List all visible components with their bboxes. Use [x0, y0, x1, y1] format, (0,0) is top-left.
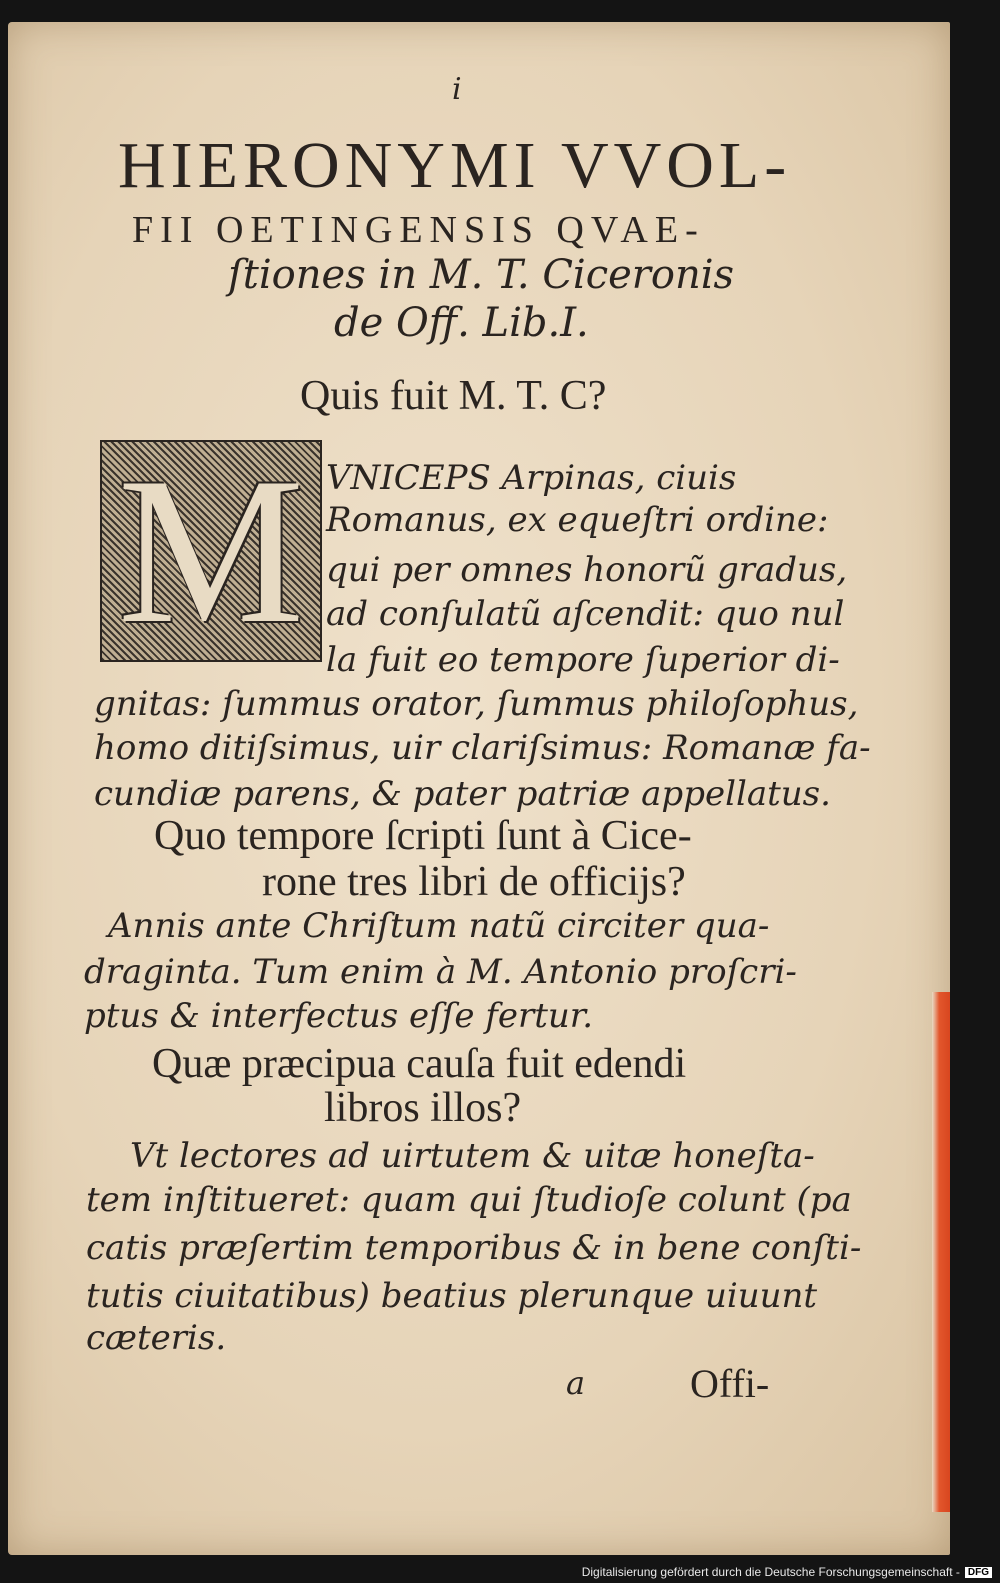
answer3-line: cæteris.: [86, 1318, 227, 1358]
answer2-line: Annis ante Chriſtum natũ circiter qua-: [108, 906, 770, 946]
answer1-line: homo ditiſsimus, uir clariſsimus: Romanæ fa-: [94, 728, 871, 768]
answer1-line: Romanus, ex equeſtri ordine:: [326, 500, 829, 540]
question-2-cont: rone tres libri de officijs?: [262, 859, 686, 905]
question-2: Quo tempore ſcripti ſunt à Cice-: [154, 813, 692, 859]
answer1-line: ad conſulatũ aſcendit: quo nul: [326, 594, 845, 634]
initial-letter: M: [117, 434, 305, 667]
dfg-logo: DFG: [965, 1567, 992, 1578]
red-page-edge: [932, 992, 950, 1512]
signature-mark: a: [566, 1364, 586, 1402]
answer3-line: tutis ciuitatibus) beatius plerunque uiuunt: [86, 1276, 818, 1316]
answer1-line: qui per omnes honorũ gradus,: [326, 550, 848, 590]
answer1-line: gnitas: ſummus orator, ſummus philoſophus,: [94, 684, 859, 724]
answer1-line: la fuit eo tempore ſuperior di-: [326, 640, 840, 680]
question-3: Quæ præcipua cauſa fuit edendi: [152, 1041, 687, 1087]
title-line-3: ſtiones in M. T. Ciceronis: [228, 252, 735, 298]
footer-text: Digitalisierung gefördert durch die Deutsche Forschungsgemeinschaft -: [581, 1565, 960, 1579]
title-line-2: FII OETINGENSIS QVAE-: [132, 209, 705, 251]
answer3-line: tem inſtitueret: quam qui ſtudioſe colunt (pa: [86, 1180, 852, 1220]
digitization-footer: [582, 1565, 992, 1579]
answer2-line: ptus & interfectus eſſe fertur.: [84, 996, 594, 1036]
answer3-line: Vt lectores ad uirtutem & uitæ honeſta-: [130, 1136, 815, 1176]
answer1-line: VNICEPS Arpinas, ciuis: [326, 458, 737, 498]
answer2-line: draginta. Tum enim à M. Antonio proſcri-: [84, 952, 797, 992]
decorated-initial: [100, 434, 322, 667]
folio-number: i: [452, 72, 462, 107]
catchword: Offi-: [690, 1361, 770, 1406]
question-1: Quis fuit M. T. C?: [300, 373, 607, 419]
answer1-line: cundiæ parens, & pater patriæ appellatus.: [94, 774, 831, 814]
title-line-4: de Off. Lib.I.: [334, 300, 589, 346]
title-line-1: HIERONYMI VVOL-: [118, 129, 792, 202]
answer3-line: catis præſertim temporibus & in bene conſti-: [86, 1228, 862, 1268]
question-3-cont: libros illos?: [324, 1085, 522, 1131]
